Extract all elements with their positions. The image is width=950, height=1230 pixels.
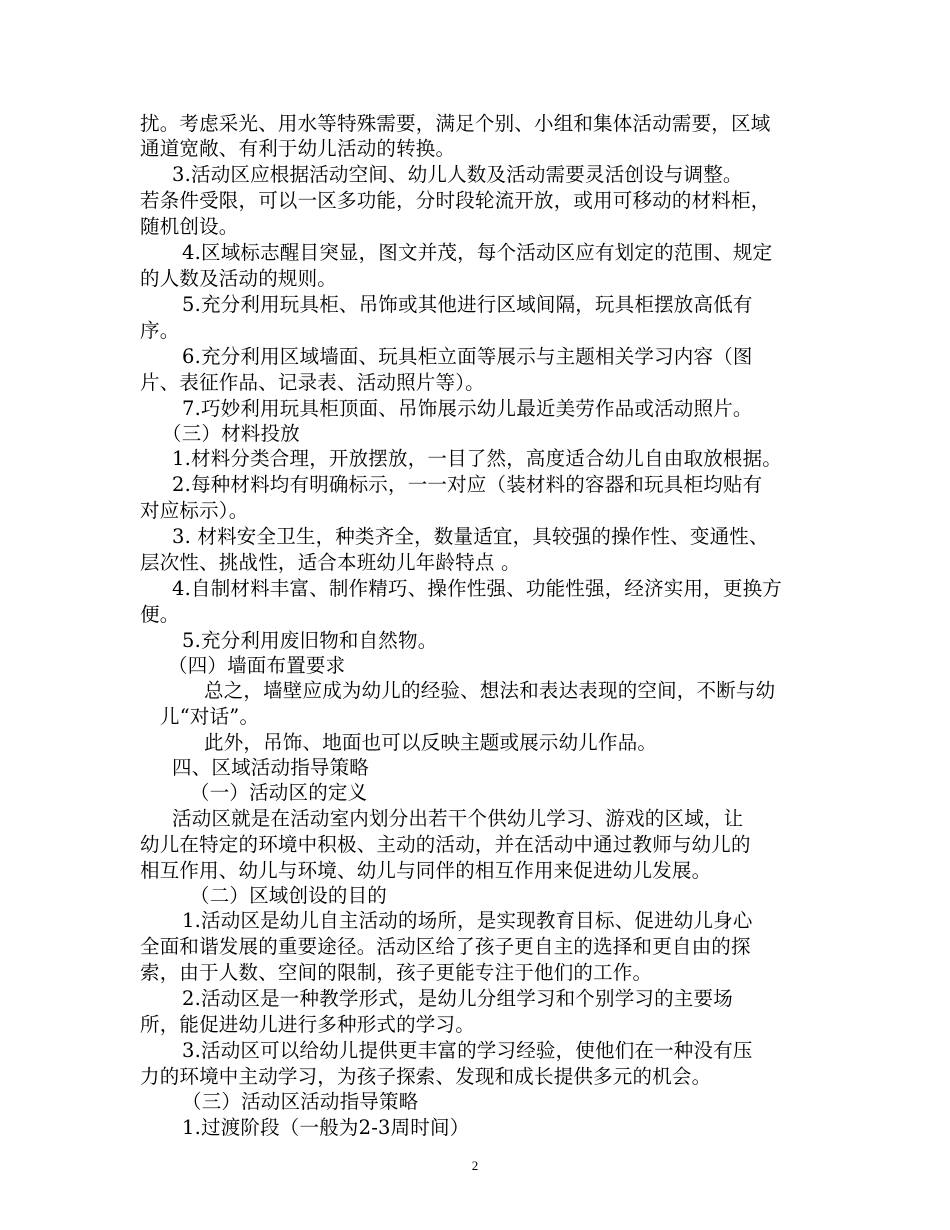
text-line: 儿“对话”。 xyxy=(160,705,260,728)
text-line: 1.材料分类合理，开放摆放，一目了然，高度适合幼儿自由取放根据。 xyxy=(172,447,783,470)
text-line: 活动区就是在活动室内划分出若干个供幼儿学习、游戏的区域，让 xyxy=(172,807,744,830)
text-line: 力的环境中主动学习，为孩子探索、发现和成长提供多元的机会。 xyxy=(140,1065,712,1088)
text-line: 对应标示）。 xyxy=(140,499,249,522)
text-line: 4.区域标志醒目突显，图文并茂，每个活动区应有划定的范围、规定 xyxy=(182,241,773,264)
text-line: 6.充分利用区域墙面、玩具柜立面等展示与主题相关学习内容（图 xyxy=(182,345,753,368)
text-line: 2.活动区是一种教学形式，是幼儿分组学习和个别学习的主要场 xyxy=(182,987,733,1010)
text-line: 序。 xyxy=(140,319,180,342)
section-heading: （四）墙面布置要求 xyxy=(168,654,346,677)
text-line: 相互作用、幼儿与环境、幼儿与同伴的相互作用来促进幼儿发展。 xyxy=(140,859,712,882)
text-line: 总之，墙壁应成为幼儿的经验、想法和表达表现的空间，不断与幼 xyxy=(204,679,776,702)
section-heading: 四、区域活动指导策略 xyxy=(172,756,370,779)
text-line: 扰。考虑采光、用水等特殊需要，满足个别、小组和集体活动需要，区域 xyxy=(140,112,771,135)
text-line: 3. 材料安全卫生，种类齐全，数量适宜，具较强的操作性、变通性、 xyxy=(172,525,769,548)
text-line: 所，能促进幼儿进行多种形式的学习。 xyxy=(140,1013,475,1036)
text-line: 1.过渡阶段（一般为2-3周时间） xyxy=(182,1116,470,1139)
text-line: 3.活动区可以给幼儿提供更丰富的学习经验，使他们在一种没有压 xyxy=(182,1039,753,1062)
text-line: 2.每种材料均有明确标示，一一对应（装材料的容器和玩具柜均贴有 xyxy=(172,473,763,496)
text-line: 3.活动区应根据活动空间、幼儿人数及活动需要灵活创设与调整。 xyxy=(172,163,743,186)
text-line: 幼儿在特定的环境中积极、主动的活动，并在活动中通过教师与幼儿的 xyxy=(140,833,751,856)
text-line: 1.活动区是幼儿自主活动的场所，是实现教育目标、促进幼儿身心 xyxy=(182,909,753,932)
page-number: 2 xyxy=(471,1158,479,1173)
text-line: 随机创设。 xyxy=(140,215,239,238)
text-line: 5.充分利用废旧物和自然物。 xyxy=(182,629,438,652)
text-line: 若条件受限，可以一区多功能，分时段轮流开放，或用可移动的材料柜， xyxy=(140,189,771,212)
section-heading: （三）活动区活动指导策略 xyxy=(182,1090,419,1113)
text-line: 索，由于人数、空间的限制，孩子更能专注于他们的工作。 xyxy=(140,961,653,984)
text-line: 便。 xyxy=(140,603,180,626)
text-line: 通道宽敞、有利于幼儿活动的转换。 xyxy=(140,137,456,160)
section-heading: （二）区域创设的目的 xyxy=(190,884,388,907)
text-line: 的人数及活动的规则。 xyxy=(140,267,338,290)
text-line: 此外，吊饰、地面也可以反映主题或展示幼儿作品。 xyxy=(204,731,658,754)
section-heading: （三）材料投放 xyxy=(162,422,300,445)
text-line: 5.充分利用玩具柜、吊饰或其他进行区域间隔，玩具柜摆放高低有 xyxy=(182,293,753,316)
text-line: 片、表征作品、记录表、活动照片等）。 xyxy=(140,371,485,394)
text-line: 全面和谐发展的重要途径。活动区给了孩子更自主的选择和更自由的探 xyxy=(140,935,751,958)
text-line: 7.巧妙利用玩具柜顶面、吊饰展示幼儿最近美劳作品或活动照片。 xyxy=(182,397,753,420)
text-line: 层次性、挑战性，适合本班幼儿年龄特点 。 xyxy=(140,551,521,574)
section-heading: （一）活动区的定义 xyxy=(190,781,368,804)
text-line: 4.自制材料丰富、制作精巧、操作性强、功能性强，经济实用，更换方 xyxy=(172,577,783,600)
